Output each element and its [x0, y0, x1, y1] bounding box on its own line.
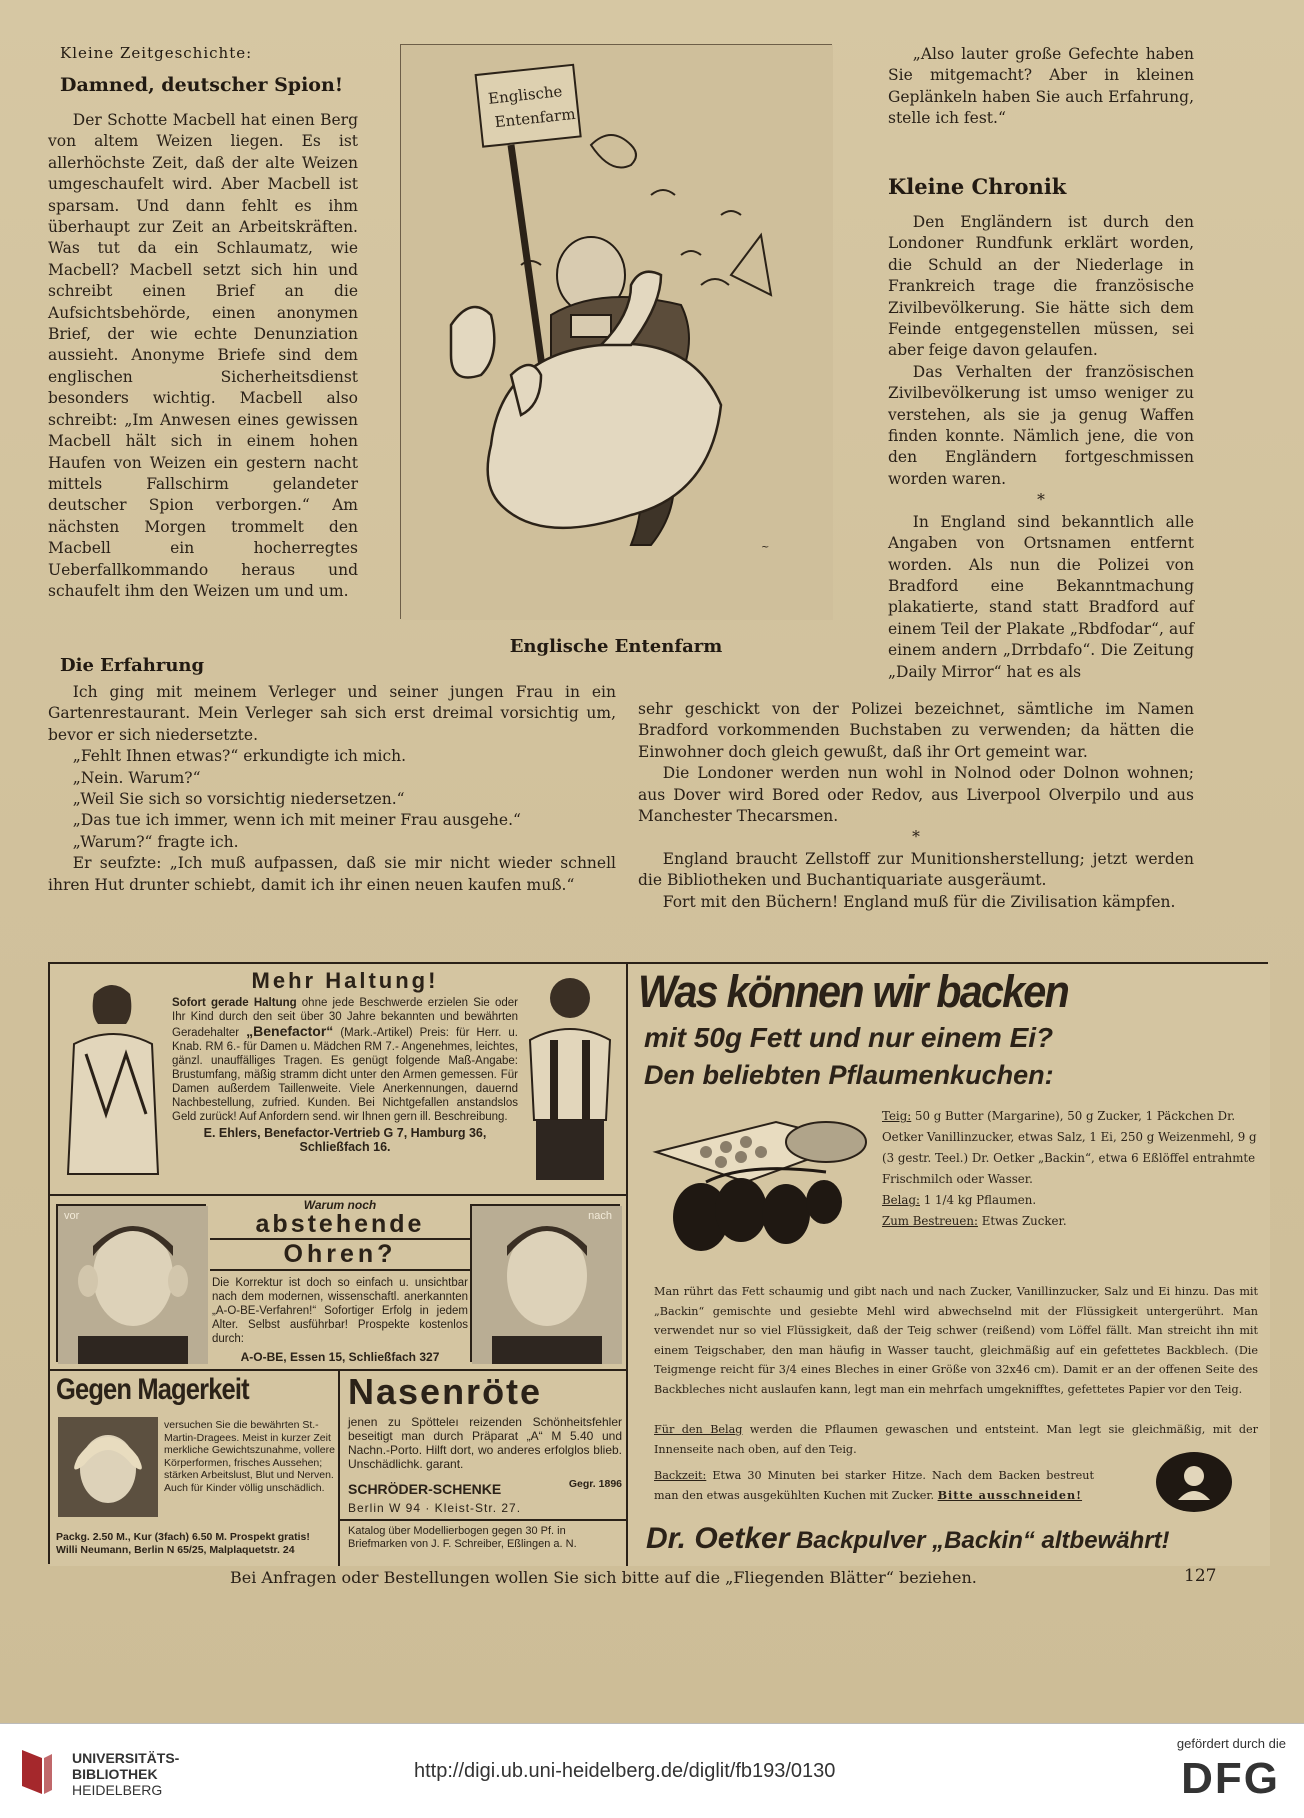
- ohren-title-1: abstehende: [255, 1210, 425, 1238]
- article2-line: „Warum?“ fragte ich.: [72, 832, 239, 851]
- digitization-bar: [0, 1723, 1304, 1818]
- dfg-logo: DFG: [1181, 1754, 1280, 1803]
- teig-label: Teig:: [882, 1109, 912, 1123]
- ohren-title-2: Ohren?: [210, 1238, 470, 1271]
- cut-out-note: Bitte ausschneiden!: [937, 1487, 1083, 1502]
- backzeit-label: Backzeit:: [654, 1469, 707, 1482]
- chronik-body: [888, 212, 1194, 683]
- ohren-warum: Warum noch: [303, 1198, 377, 1212]
- article-body: [48, 110, 358, 602]
- library-line-2: BIBLIOTHEK: [72, 1766, 158, 1782]
- plum-cake-icon: [646, 1102, 878, 1262]
- article2-line: „Das tue ich immer, wenn ich mit meiner Frau ausgehe.“: [72, 811, 521, 830]
- nase-title: Nasenröte: [348, 1371, 543, 1412]
- oetker-backzeit: [654, 1466, 1094, 1505]
- haltung-brand: „Benefactor“: [246, 1023, 334, 1039]
- oetker-brand: Dr. Oetker: [646, 1522, 790, 1555]
- haltung-title: Mehr Haltung!: [251, 968, 439, 993]
- nase-city: Berlin W 94 · Kleist-Str. 27.: [348, 1501, 522, 1515]
- haltung-lead: Sofort gerade Haltung: [172, 997, 297, 1009]
- after-photo: [470, 1204, 620, 1362]
- page-footer-note: Bei Anfragen oder Bestellungen wollen Sie sich bitte auf die „Fliegenden Blätter“ beziehen.: [230, 1568, 977, 1587]
- separator-star: *: [1037, 491, 1045, 510]
- chronik-paragraph: In England sind bekanntlich alle Angaben von Ortsnamen entfernt worden. Als nun die Polizei von Bradford eine Bekanntmachung plakatierte, stand statt Bradford auf einem Teil der Plakate „Rbdfodar“, auf einem andern „Drrbdafo“. Die Zeitung „Daily Mirror“ hat es als: [888, 512, 1194, 681]
- ohren-address: A-O-BE, Essen 15, Schließfach 327: [240, 1350, 440, 1364]
- belag-text: 1 1/4 kg Pflaumen.: [923, 1193, 1037, 1207]
- vor-label: vor: [64, 1210, 80, 1222]
- university-logo-icon: [18, 1746, 54, 1798]
- nach-label: nach: [588, 1210, 612, 1222]
- chronik-paragraph: Den Engländern ist durch den Londoner Rundfunk erklärt worden, die Schuld an der Niederlage in Frankreich trage die französische Zivilbevölkerung. Sie hätte sich dem Feinde entgegenstellen müssen, sei aber feige davon gelaufen.: [888, 213, 1194, 360]
- corset-figure-icon: [54, 974, 169, 1184]
- oetker-ingredients: [882, 1106, 1262, 1232]
- library-name: [72, 1750, 179, 1798]
- chronik-paragraph: sehr geschickt von der Polizei bezeichnet, sämtliche im Namen Bradford vorkommenden Buchstaben zu verwenden; da hätten die Einwohner doch gleich gewußt, daß ihr Ort gemeint war.: [638, 700, 1194, 761]
- funding-note: gefördert durch die: [1176, 1736, 1286, 1751]
- streuen-text: Etwas Zucker.: [981, 1214, 1067, 1228]
- separator-star: *: [912, 828, 920, 847]
- chronik-paragraph: Die Londoner werden nun wohl in Nolnod oder Dolnon wohnen; aus Dover wird Bored oder Redov, aus Liverpool Olverpilo und aus Manchester Thecarsmen.: [638, 764, 1194, 826]
- library-line-3: HEIDELBERG: [72, 1782, 163, 1798]
- boy-face-icon: [58, 1206, 208, 1364]
- haltung-price: Preis: für Herr. u. Knab. RM 6.- für Damen u. Mädchen RM 7.-: [172, 1027, 518, 1053]
- article-kicker: Kleine Zeitgeschichte:: [60, 44, 253, 62]
- advertisement-section: [48, 962, 1268, 1564]
- haltung-mark: (Mark.-Artikel): [340, 1027, 413, 1039]
- ad-haltung: [50, 964, 628, 1196]
- belag-section-text: werden die Pflaumen gewaschen und entsteint. Man legt sie gleichmäßig, mit der Innenseite nach oben, auf den Teig.: [654, 1423, 1259, 1456]
- article2-body: [48, 682, 616, 896]
- haltung-address: E. Ehlers, Benefactor-Vertrieb G 7, Hamburg 36, Schließfach 16.: [203, 1126, 487, 1154]
- ad-nasenroete: [340, 1371, 628, 1566]
- article3-intro: [888, 44, 1194, 130]
- boy-face-icon: [472, 1206, 622, 1364]
- ohren-text: Die Korrektur ist doch so einfach u. unsichtbar nach dem modernen, wissenschaftl. anerkannten „A-O-BE-Verfahren!“ Sofortiger Erfolg in jedem Alter. Selbst ausführbar! Prospekte kostenlos durch:: [212, 1277, 468, 1345]
- article-title: Damned, deutscher Spion!: [60, 74, 344, 96]
- article2-line: „Nein. Warum?“: [72, 768, 201, 787]
- article2-line: Er seufzte: „Ich muß aufpassen, daß sie mir nicht wieder schnell ihren Hut drunter schiebt, damit ich ihr einen neuen kaufen muß.“: [48, 854, 616, 894]
- haltung-body: [172, 996, 518, 1154]
- katalog-note: Katalog über Modellierbogen gegen 30 Pf. in Briefmarken von J. F. Schreiber, Eßlingen a. N.: [340, 1519, 628, 1551]
- ad-magerkeit: [50, 1371, 340, 1566]
- article2-title: Die Erfahrung: [60, 655, 205, 676]
- article2-line: „Fehlt Ihnen etwas?“ erkundigte ich mich.: [72, 747, 407, 766]
- oetker-recipe-title: Den beliebten Pflaumenkuchen:: [644, 1060, 1054, 1090]
- mager-title: Gegen Magerkeit: [56, 1373, 249, 1406]
- woman-portrait-icon: [58, 1417, 158, 1517]
- cartoon-drawing: [401, 45, 833, 620]
- permalink-url[interactable]: http://digi.ub.uni-heidelberg.de/diglit/fb193/0130: [414, 1760, 836, 1782]
- page-number: 127: [1184, 1566, 1217, 1586]
- intro-paragraph: „Also lauter große Gefechte haben Sie mitgemacht? Aber in kleinen Geplänkeln haben Sie auch Erfahrung, stelle ich fest.“: [888, 45, 1194, 128]
- oetker-slogan: Backpulver „Backin“ altbewährt!: [796, 1527, 1170, 1554]
- chronik-paragraph: Fort mit den Büchern! England muß für die Zivilisation kämpfen.: [662, 892, 1176, 911]
- ad-ohren: [50, 1196, 628, 1371]
- nase-gegr: Gegr. 1896: [568, 1478, 622, 1490]
- article-paragraph: Der Schotte Macbell hat einen Berg von altem Weizen liegen. Es ist allerhöchste Zeit, daß der alte Weizen umgeschaufelt wird. Aber Macbell ist sparsam. Und dann fehlt es ihm überhaupt zur Zeit an Arbeitskräften. Was tut da ein Schlaumatz, wie Macbell? Macbell setzt sich hin und schreibt einen Brief an die Aufsichtsbehörde, einen anonymen Brief, der wie echte Denunziation aussieht. Anonyme Briefe sind dem englischen Sicherheitsdienst besonders wichtig. Macbell also schreibt: „Im Anwesen eines gewissen Macbell hält sich in einem hohen Haufen von Weizen ein gestern nacht mittels Fallschirm gelandeter deutscher Spion verborgen.“ Am nächsten Morgen trommelt den Macbell ein hocherregtes Ueberfallkommando heraus und schaufelt ihm den Weizen um und um.: [48, 111, 358, 600]
- belag-section-label: Für den Belag: [654, 1423, 743, 1436]
- haltung-text: ohne jede Beschwerde erzielen Sie oder Ihr Kind durch den seit über 30 Jahre bekannten und bewährten Geradehalter: [172, 997, 518, 1039]
- mager-price: Packg. 2.50 M., Kur (3fach) 6.50 M. Prospekt gratis!: [56, 1531, 310, 1543]
- oetker-headline: Was können wir backen: [638, 966, 1068, 1017]
- oetker-instructions: Man rührt das Fett schaumig und gibt nach und nach Zucker, Vanillinzucker, Salz und Ei hinzu. Das mit „Backin“ gemischte und gesiebte Mehl wird abwechselnd mit der Flüssigkeit untergerührt. Man verwendet nur so viel Flüssigkeit, daß der Teig schwer (reißend) vom Löffel fällt. Man streicht ihn mit einem Teigschaber, den man häufig in Wasser taucht, gleichmäßig auf ein gefettetes Backblech. (Die Teigmenge reicht für 3/4 eines Bleches in einer Größe von 32x46 cm). Damit er an der offenen Seite des Backbleches nicht auslaufen kann, legt man ein mehrfach umgeknifftes, gefettetes Papier vor den Teig.: [654, 1285, 1258, 1396]
- chronik-title: Kleine Chronik: [888, 174, 1067, 199]
- streuen-label: Zum Bestreuen:: [882, 1214, 978, 1228]
- before-photo: [56, 1204, 206, 1362]
- mager-text: versuchen Sie die bewährten St.-Martin-Dragees. Meist in kurzer Zeit merkliche Gewichtszunahme, vollere Körperformen, frisches Aussehen; stärken Arbeitslust, Blut und Nerven. Auch für Kinder völlig unschädlich.: [164, 1419, 335, 1494]
- oetker-logo-icon: [1154, 1450, 1234, 1514]
- teig-text: 50 g Butter (Margarine), 50 g Zucker, 1 Päckchen Dr. Oetker Vanillinzucker, etwas Salz, 1 Ei, 250 g Weizenmehl, 9 g (3 gestr. Teel.) Dr. Oetker „Backin“, etwa 6 Eßlöffel entrahmte Frischmilch oder Wasser.: [882, 1109, 1257, 1186]
- chronik-paragraph: Das Verhalten der französischen Zivilbevölkerung ist umso weniger zu verstehen, als sie ja genug Waffen finden konnte. Nämlich jene, die von den Engländern fortgeschmissen worden waren.: [888, 362, 1194, 488]
- article2-line: Ich ging mit meinem Verleger und seiner jungen Frau in ein Gartenrestaurant. Mein Verleger sah sich erst dreimal vorsichtig um, bevor er sich niedersetzte.: [48, 683, 616, 744]
- artist-signature: ~: [761, 542, 770, 553]
- oetker-footer: [646, 1522, 1260, 1556]
- haltung-text2: Angenehmes, leichtes, gänzl. unauffälliges Tragen. Es genügt folgende Maß-Angabe: Brustumfang, mäßig stramm dicht unter den Armen gemessen. Für Damen außerdem Taillenweite. Viele Anerkennungen, dauernd Nachbestellung, zufried. Kunden. Bei Nichtgefallen anstandslos Geld zurück! Auf Anfordern send. wir Ihnen gern ill. Beschreibung.: [172, 1041, 518, 1123]
- ad-oetker: [628, 964, 1270, 1566]
- belag-label: Belag:: [882, 1193, 920, 1207]
- library-line-1: UNIVERSITÄTS-: [72, 1750, 180, 1766]
- mager-address: Willi Neumann, Berlin N 65/25, Malplaquetstr. 24: [56, 1544, 295, 1556]
- nase-firm: SCHRÖDER-SCHENKE: [348, 1481, 502, 1497]
- chronik-paragraph: England braucht Zellstoff zur Munitionsherstellung; jetzt werden die Bibliotheken und Buchantiquariate ausgeräumt.: [638, 849, 1194, 890]
- backzeit-text: Etwa 30 Minuten bei starker Hitze. Nach dem Backen bestreut man den etwas ausgekühlten Kuchen mit Zucker.: [654, 1469, 1094, 1502]
- chronik-body-wide: [638, 699, 1194, 913]
- article2-line: „Weil Sie sich so vorsichtig niedersetzen.“: [72, 790, 405, 809]
- cartoon-illustration: [400, 44, 832, 619]
- nase-text: jenen zu Spötteleı reizenden Schönheitsfehler beseitigt man durch Präparat „A“ M 5.40 und Nachn.-Porto. Hilft dort, wo anderes erfolglos blieb. Unschädlichk. garant.: [348, 1415, 622, 1471]
- illustration-caption: Englische Entenfarm: [509, 636, 723, 657]
- sign-line-2: Entenfarm: [493, 104, 577, 132]
- oetker-subheadline: mit 50g Fett und nur einem Ei?: [644, 1022, 1054, 1053]
- sign-line-1: Englische: [487, 82, 564, 108]
- man-with-brace-icon: [520, 970, 620, 1186]
